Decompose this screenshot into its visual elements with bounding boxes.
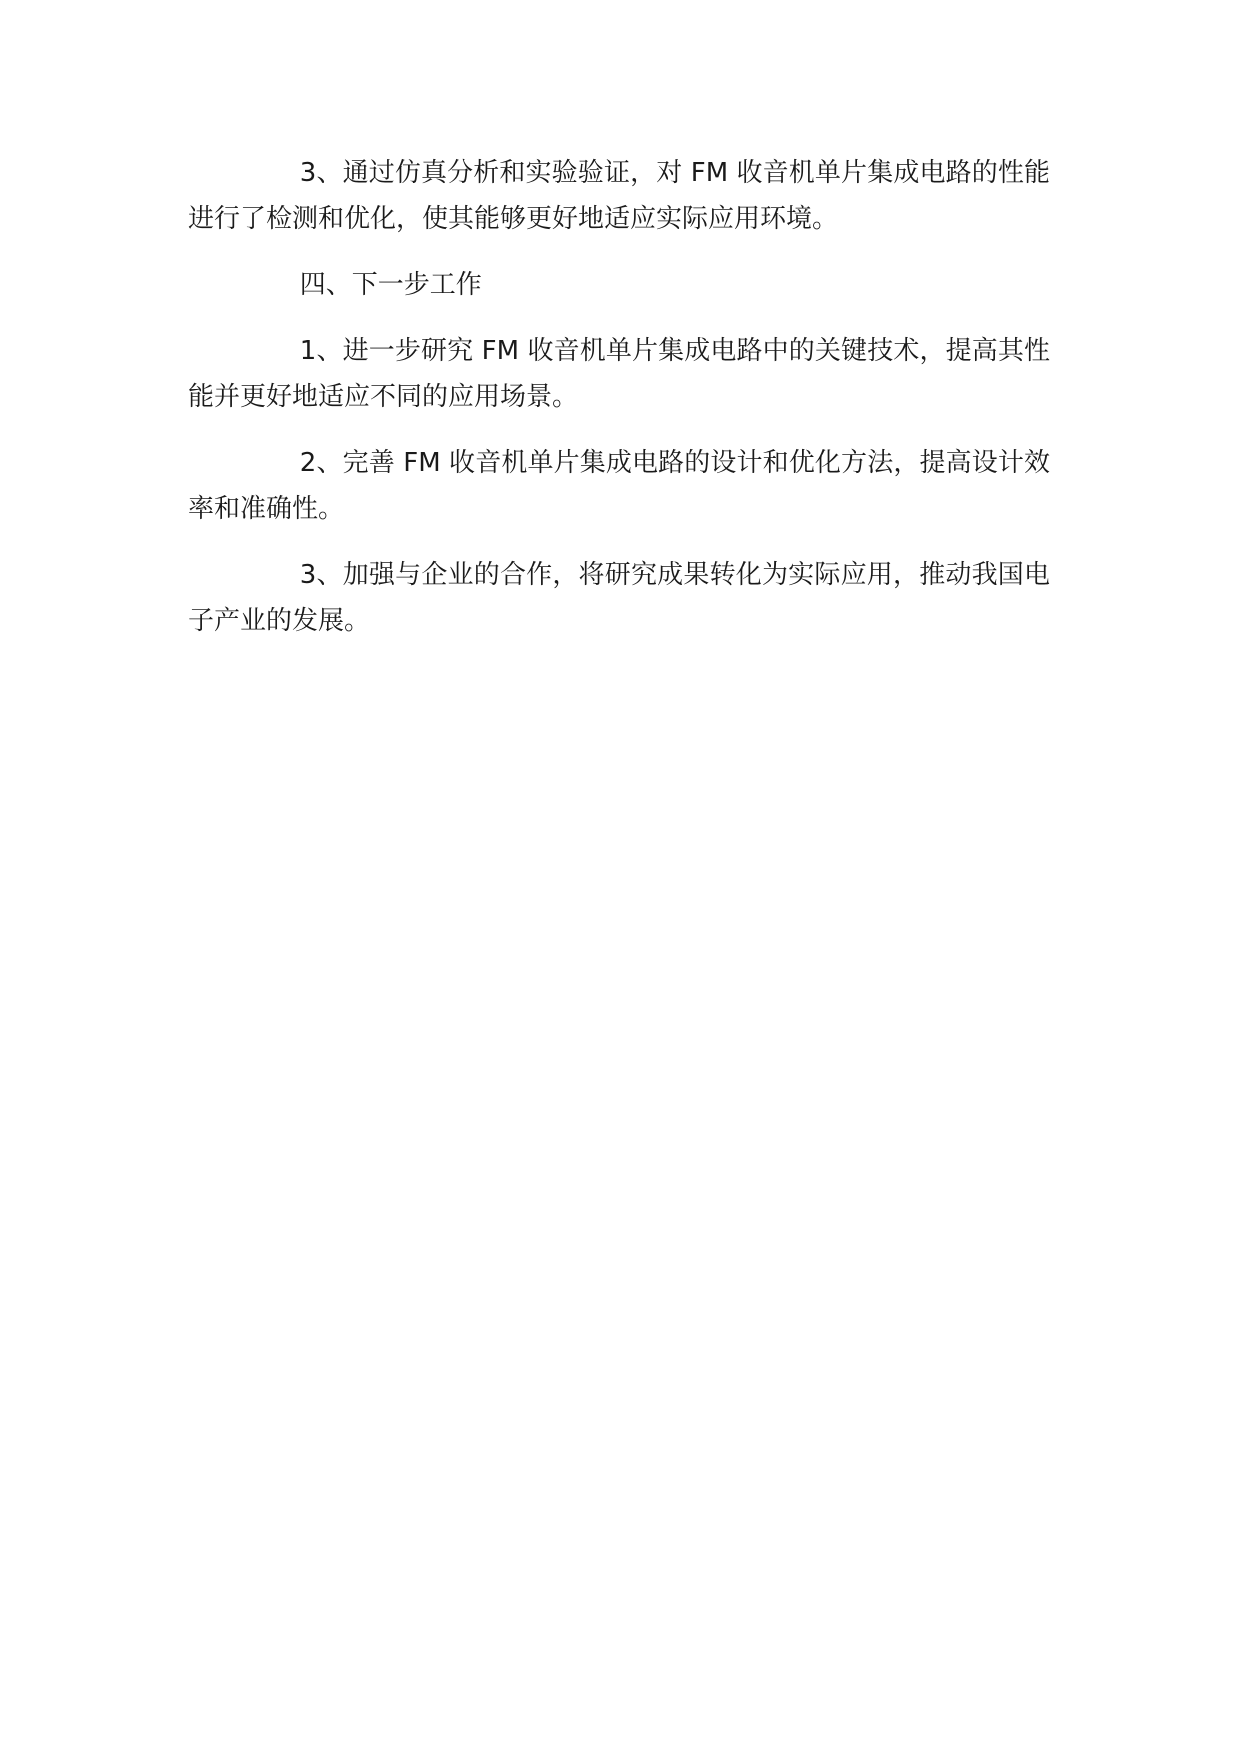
paragraph-next-3: 3、加强与企业的合作，将研究成果转化为实际应用，推动我国电子产业的发展。 <box>188 560 1050 636</box>
paragraph-next-1: 1、进一步研究 FM 收音机单片集成电路中的关键技术，提高其性能并更好地适应不同的应用场景。 <box>188 336 1050 412</box>
paragraph-result-3: 3、通过仿真分析和实验验证，对 FM 收音机单片集成电路的性能进行了检测和优化，使其能够更好地适应实际应用环境。 <box>188 158 1050 234</box>
section-heading-next-steps: 四、下一步工作 <box>299 270 482 300</box>
paragraph-next-2: 2、完善 FM 收音机单片集成电路的设计和优化方法，提高设计效率和准确性。 <box>188 448 1050 524</box>
document-body <box>188 150 1050 664</box>
